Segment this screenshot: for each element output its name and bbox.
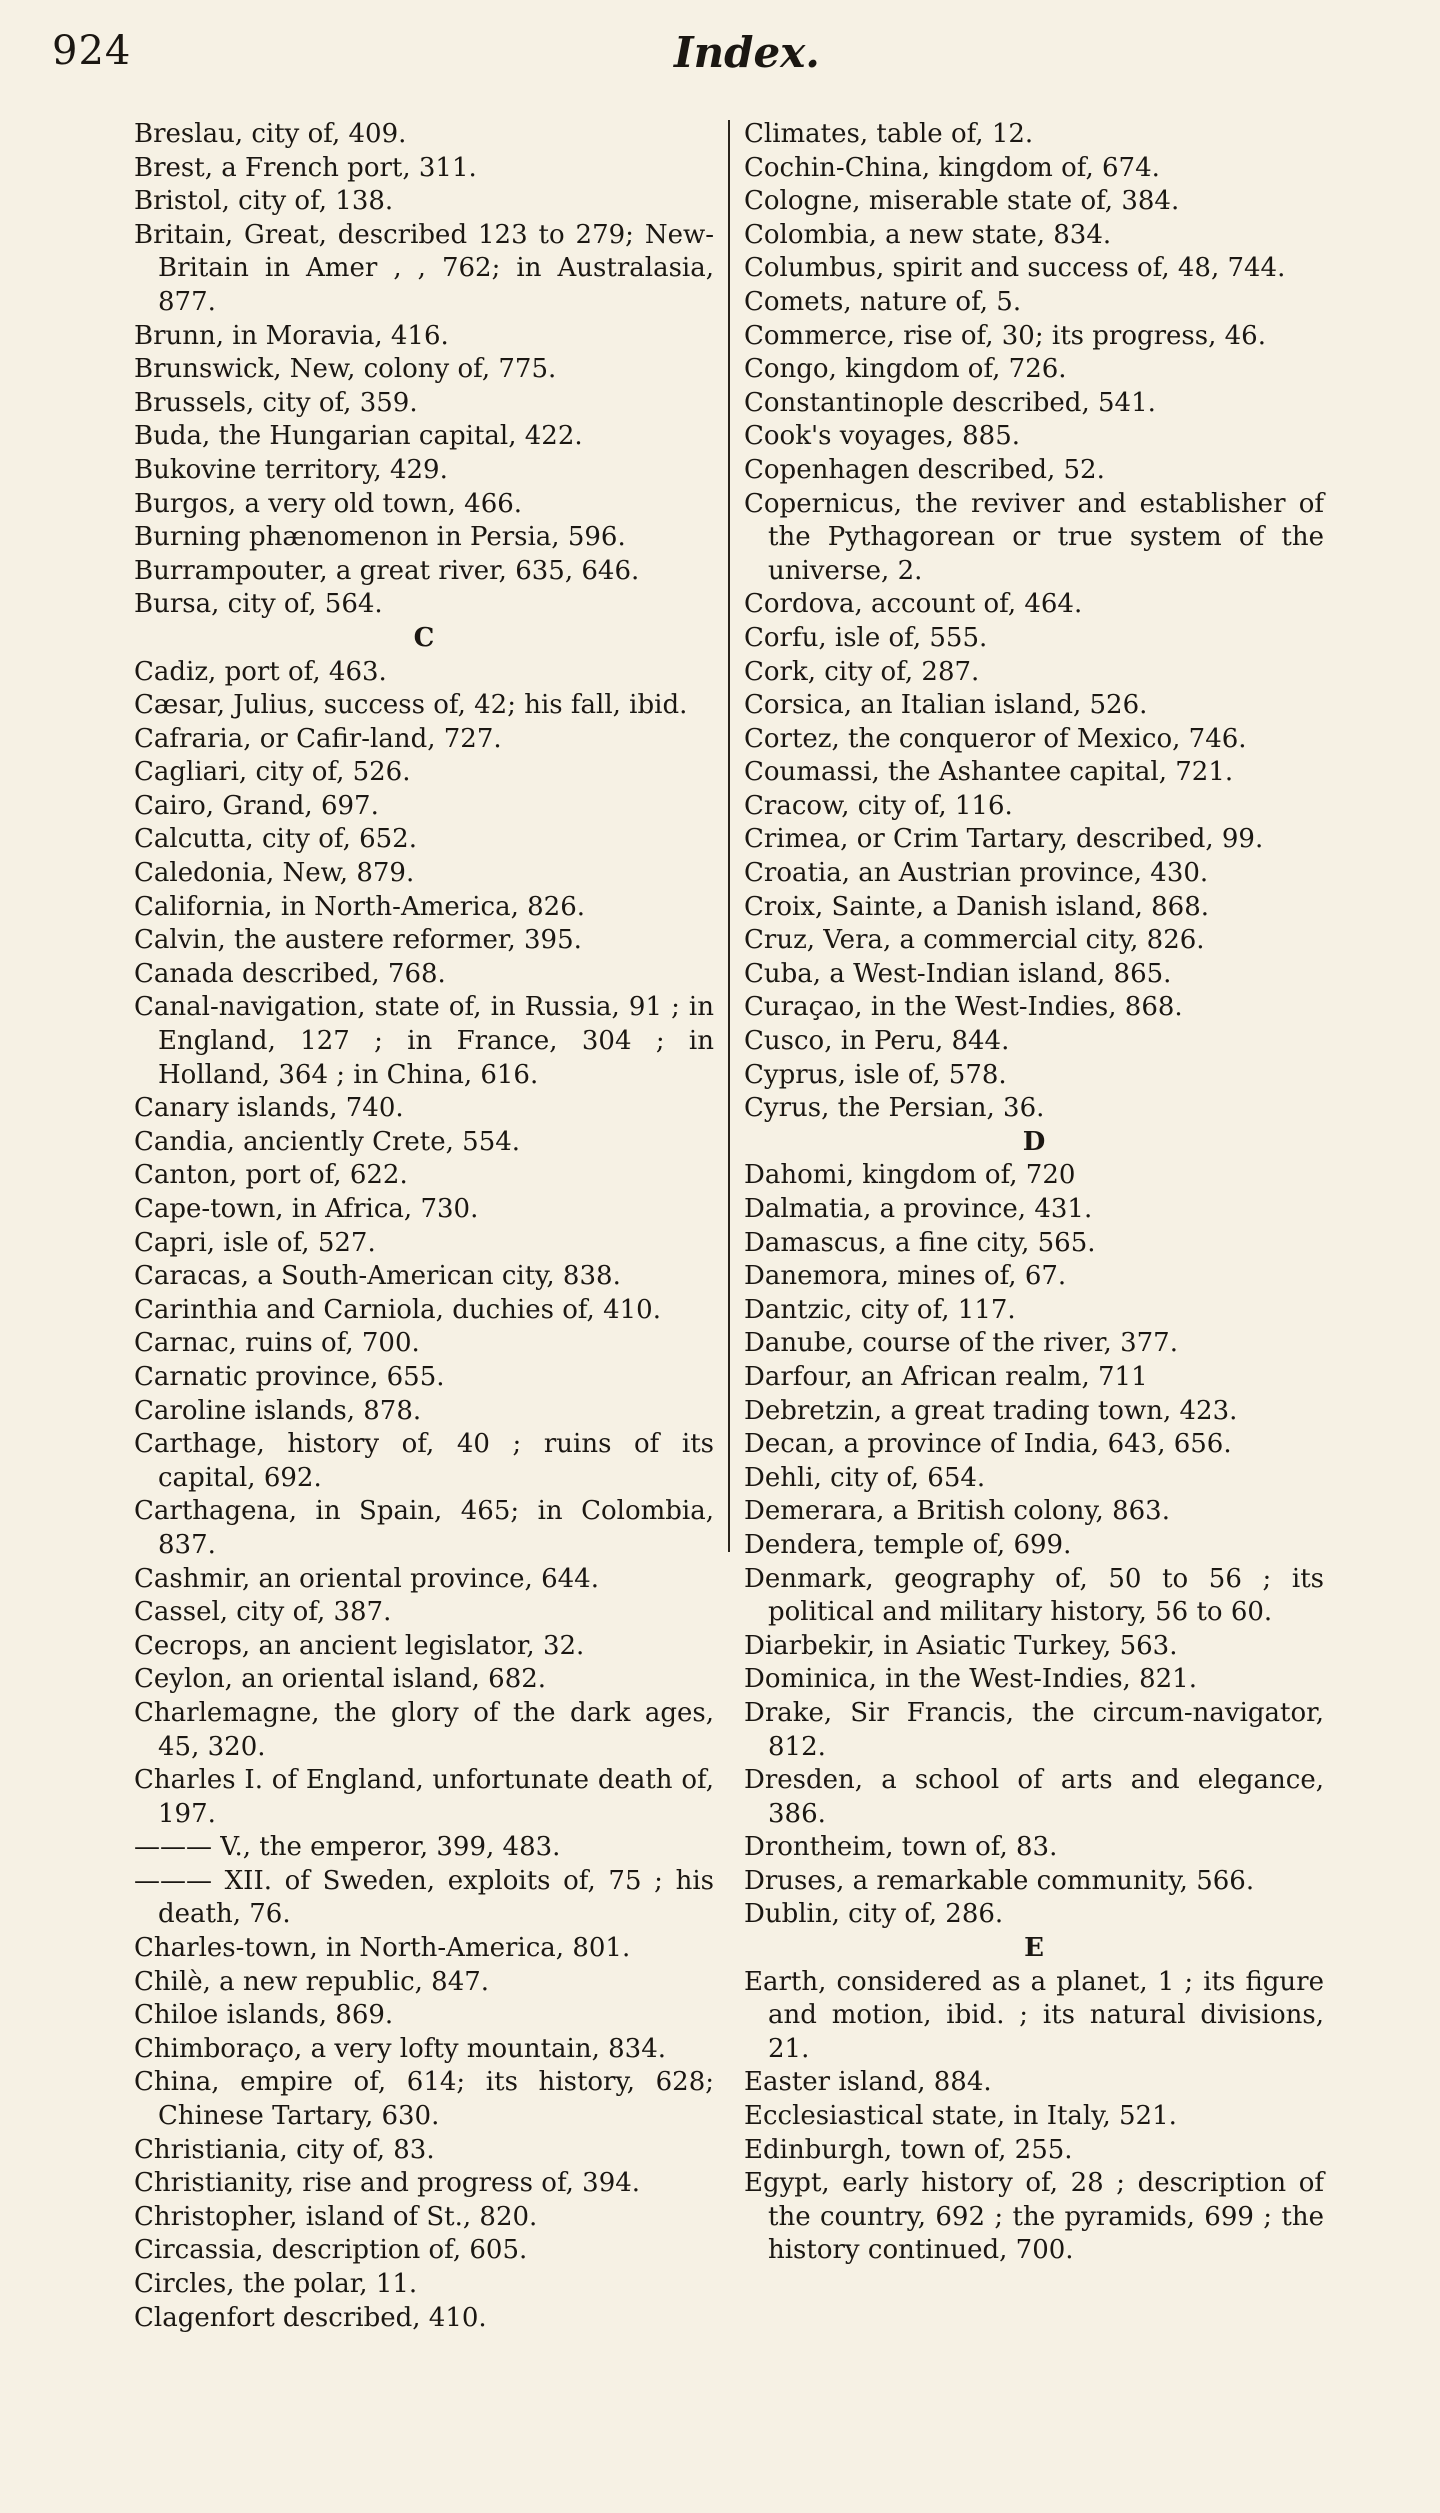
index-entry: Brunswick, New, colony of, 775. xyxy=(134,354,557,385)
section-letter: E xyxy=(1024,1933,1044,1964)
index-entry: Coumassi, the Ashantee capital, 721. xyxy=(744,757,1234,788)
index-entry: Canada described, 768. xyxy=(134,958,446,989)
index-entry: Cochin-China, kingdom of, 674. xyxy=(744,152,1160,183)
index-entry: Carthagena, in Spain, 465; in Colombia, 837. xyxy=(134,1496,714,1560)
index-entry: Corfu, isle of, 555. xyxy=(744,622,988,653)
index-entry: Curaçao, in the West-Indies, 868. xyxy=(744,992,1183,1023)
index-entry: China, empire of, 614; its history, 628; Chinese Tartary, 630. xyxy=(134,2067,714,2132)
index-entry: Burning phænomenon in Persia, 596. xyxy=(134,522,626,553)
index-entry: Demerara, a British colony, 863. xyxy=(744,1496,1170,1527)
index-entry: Columbus, spirit and success of, 48, 744. xyxy=(744,253,1286,284)
page-header xyxy=(0,28,1440,88)
index-entry: Canal-navigation, state of, in Russia, 91 ; in England, 127 ; in France, 304 ; in Holland, 364 ; in China, 616. xyxy=(134,992,714,1090)
index-entry: Debretzin, a great trading town, 423. xyxy=(744,1395,1238,1426)
index-entry: Dendera, temple of, 699. xyxy=(744,1529,1072,1560)
index-column-left xyxy=(134,118,714,2335)
index-column-right xyxy=(744,118,1324,2268)
index-entry: Brunn, in Moravia, 416. xyxy=(134,320,449,351)
index-entry: Cecrops, an ancient legislator, 32. xyxy=(134,1630,585,1661)
index-entry: Cyrus, the Persian, 36. xyxy=(744,1093,1045,1124)
index-entry: Canary islands, 740. xyxy=(134,1093,404,1124)
index-entry: Copernicus, the reviver and establisher of the Pythagorean or true system of the universe, 2. xyxy=(744,488,1324,586)
index-entry: Christianity, rise and progress of, 394. xyxy=(134,2168,641,2199)
index-entry: Cyprus, isle of, 578. xyxy=(744,1059,1007,1090)
index-entry: Danemora, mines of, 67. xyxy=(744,1261,1067,1292)
index-entry: Christopher, island of St., 820. xyxy=(134,2201,538,2232)
index-entry: Bristol, city of, 138. xyxy=(134,186,394,217)
index-entry: Circassia, description of, 605. xyxy=(134,2235,528,2266)
index-entry: Cortez, the conqueror of Mexico, 746. xyxy=(744,723,1247,754)
index-entry: Caledonia, New, 879. xyxy=(134,858,415,889)
index-entry: Carnatic province, 655. xyxy=(134,1361,445,1392)
index-entry: Danube, course of the river, 377. xyxy=(744,1328,1178,1359)
index-entry: Brussels, city of, 359. xyxy=(134,387,418,418)
index-entry: Cook's voyages, 885. xyxy=(744,421,1021,452)
index-entry: Cæsar, Julius, success of, 42; his fall, ibid. xyxy=(134,690,688,721)
index-entry: Burgos, a very old town, 466. xyxy=(134,488,523,519)
running-title: Index. xyxy=(674,28,820,77)
index-entry: Chilè, a new republic, 847. xyxy=(134,1966,490,1997)
index-entry: Bukovine territory, 429. xyxy=(134,454,448,485)
index-entry: Decan, a province of India, 643, 656. xyxy=(744,1429,1232,1460)
index-entry: Cagliari, city of, 526. xyxy=(134,757,411,788)
index-entry: Cruz, Vera, a commercial city, 826. xyxy=(744,925,1205,956)
index-entry: Cadiz, port of, 463. xyxy=(134,656,387,687)
index-entry: Canton, port of, 622. xyxy=(134,1160,408,1191)
index-entry: Drontheim, town of, 83. xyxy=(744,1832,1058,1863)
index-entry: Dublin, city of, 286. xyxy=(744,1899,1004,1930)
index-entry: Chimboraço, a very lofty mountain, 834. xyxy=(134,2033,667,2064)
index-entry: Damascus, a fine city, 565. xyxy=(744,1227,1096,1258)
index-entry: Buda, the Hungarian capital, 422. xyxy=(134,421,583,452)
section-letter: C xyxy=(413,622,435,653)
index-entry: Charles I. of England, unfortunate death of, 197. xyxy=(134,1765,714,1829)
page-number: 924 xyxy=(52,28,132,74)
index-entry: Caroline islands, 878. xyxy=(134,1395,422,1426)
index-entry: Cracow, city of, 116. xyxy=(744,790,1013,821)
index-entry: Calcutta, city of, 652. xyxy=(134,824,417,855)
index-entry: Earth, considered as a planet, 1 ; its figure and motion, ibid. ; its natural divisions, 21. xyxy=(744,1966,1324,2064)
index-entry: Carnac, ruins of, 700. xyxy=(134,1328,420,1359)
index-entry: Cologne, miserable state of, 384. xyxy=(744,186,1180,217)
index-entry: Burrampouter, a great river, 635, 646. xyxy=(134,555,640,586)
index-entry: Edinburgh, town of, 255. xyxy=(744,2134,1073,2165)
index-entry: Druses, a remarkable community, 566. xyxy=(744,1865,1255,1896)
index-entry: Circles, the polar, 11. xyxy=(134,2269,418,2299)
index-entry: Constantinople described, 541. xyxy=(744,387,1156,418)
index-entry: Comets, nature of, 5. xyxy=(744,286,1022,317)
index-entry: Copenhagen described, 52. xyxy=(744,454,1105,485)
index-entry: Diarbekir, in Asiatic Turkey, 563. xyxy=(744,1630,1178,1661)
index-entry: California, in North-America, 826. xyxy=(134,891,586,922)
index-entry: Cusco, in Peru, 844. xyxy=(744,1026,1010,1057)
index-entry: Christiania, city of, 83. xyxy=(134,2134,435,2165)
section-letter: D xyxy=(1022,1126,1046,1157)
index-entry: Charlemagne, the glory of the dark ages, 45, 320. xyxy=(134,1697,714,1762)
index-entry: Colombia, a new state, 834. xyxy=(744,219,1112,250)
index-entry: Corsica, an Italian island, 526. xyxy=(744,690,1148,721)
index-entry: Croix, Sainte, a Danish island, 868. xyxy=(744,891,1210,922)
index-entry: Cafraria, or Cafir-land, 727. xyxy=(134,723,502,754)
index-entry: Easter island, 884. xyxy=(744,2067,992,2098)
index-entry: Cassel, city of, 387. xyxy=(134,1597,392,1628)
index-entry: Dresden, a school of arts and elegance, 386. xyxy=(744,1765,1324,1829)
index-entry: Calvin, the austere reformer, 395. xyxy=(134,925,582,956)
index-entry: Cairo, Grand, 697. xyxy=(134,790,379,821)
index-entry: Darfour, an African realm, 711 xyxy=(744,1361,1148,1392)
index-entry: Carthage, history of, 40 ; ruins of its capital, 692. xyxy=(134,1429,714,1493)
index-entry: Cordova, account of, 464. xyxy=(744,589,1083,620)
index-entry: Dahomi, kingdom of, 720 xyxy=(744,1160,1076,1191)
column-divider xyxy=(728,120,730,1552)
index-entry: Denmark, geography of, 50 to 56 ; its political and military history, 56 to 60. xyxy=(744,1563,1324,1628)
index-entry: Breslau, city of, 409. xyxy=(134,119,407,149)
index-entry: ——— XII. of Sweden, exploits of, 75 ; his death, 76. xyxy=(134,1865,714,1930)
index-entry: Climates, table of, 12. xyxy=(744,119,1034,149)
index-entry: Crimea, or Crim Tartary, described, 99. xyxy=(744,824,1264,855)
index-entry: Capri, isle of, 527. xyxy=(134,1227,376,1258)
index-entry: Brest, a French port, 311. xyxy=(134,152,477,183)
index-entry: Congo, kingdom of, 726. xyxy=(744,354,1067,385)
index-entry: Carinthia and Carniola, duchies of, 410. xyxy=(134,1294,661,1325)
index-entry: Bursa, city of, 564. xyxy=(134,589,383,620)
index-entry: Britain, Great, described 123 to 279; New-Britain in Amer , , 762; in Australasia, 877. xyxy=(134,219,714,317)
index-entry: Egypt, early history of, 28 ; description of the country, 692 ; the pyramids, 699 ; the history continued, 700. xyxy=(744,2168,1324,2266)
index-entry: Ecclesiastical state, in Italy, 521. xyxy=(744,2101,1177,2132)
index-entry: Caracas, a South-American city, 838. xyxy=(134,1261,621,1292)
index-entry: ——— V., the emperor, 399, 483. xyxy=(134,1832,561,1863)
index-entry: Croatia, an Austrian province, 430. xyxy=(744,858,1209,889)
index-entry: Charles-town, in North-America, 801. xyxy=(134,1933,631,1964)
index-entry: Dantzic, city of, 117. xyxy=(744,1294,1016,1325)
index-entry: Ceylon, an oriental island, 682. xyxy=(134,1664,547,1695)
index-entry: Dalmatia, a province, 431. xyxy=(744,1194,1093,1224)
index-entry: Cape-town, in Africa, 730. xyxy=(134,1194,479,1224)
index-entry: Cuba, a West-Indian island, 865. xyxy=(744,958,1172,989)
index-entry: Dehli, city of, 654. xyxy=(744,1462,986,1493)
index-entry: Drake, Sir Francis, the circum-navigator, 812. xyxy=(744,1697,1324,1762)
index-entry: Clagenfort described, 410. xyxy=(134,2302,487,2333)
index-entry: Commerce, rise of, 30; its progress, 46. xyxy=(744,320,1266,351)
index-entry: Chiloe islands, 869. xyxy=(134,2000,394,2031)
index-entry: Cashmir, an oriental province, 644. xyxy=(134,1563,599,1594)
index-entry: Dominica, in the West-Indies, 821. xyxy=(744,1664,1197,1695)
index-entry: Candia, anciently Crete, 554. xyxy=(134,1126,521,1157)
index-entry: Cork, city of, 287. xyxy=(744,656,980,687)
